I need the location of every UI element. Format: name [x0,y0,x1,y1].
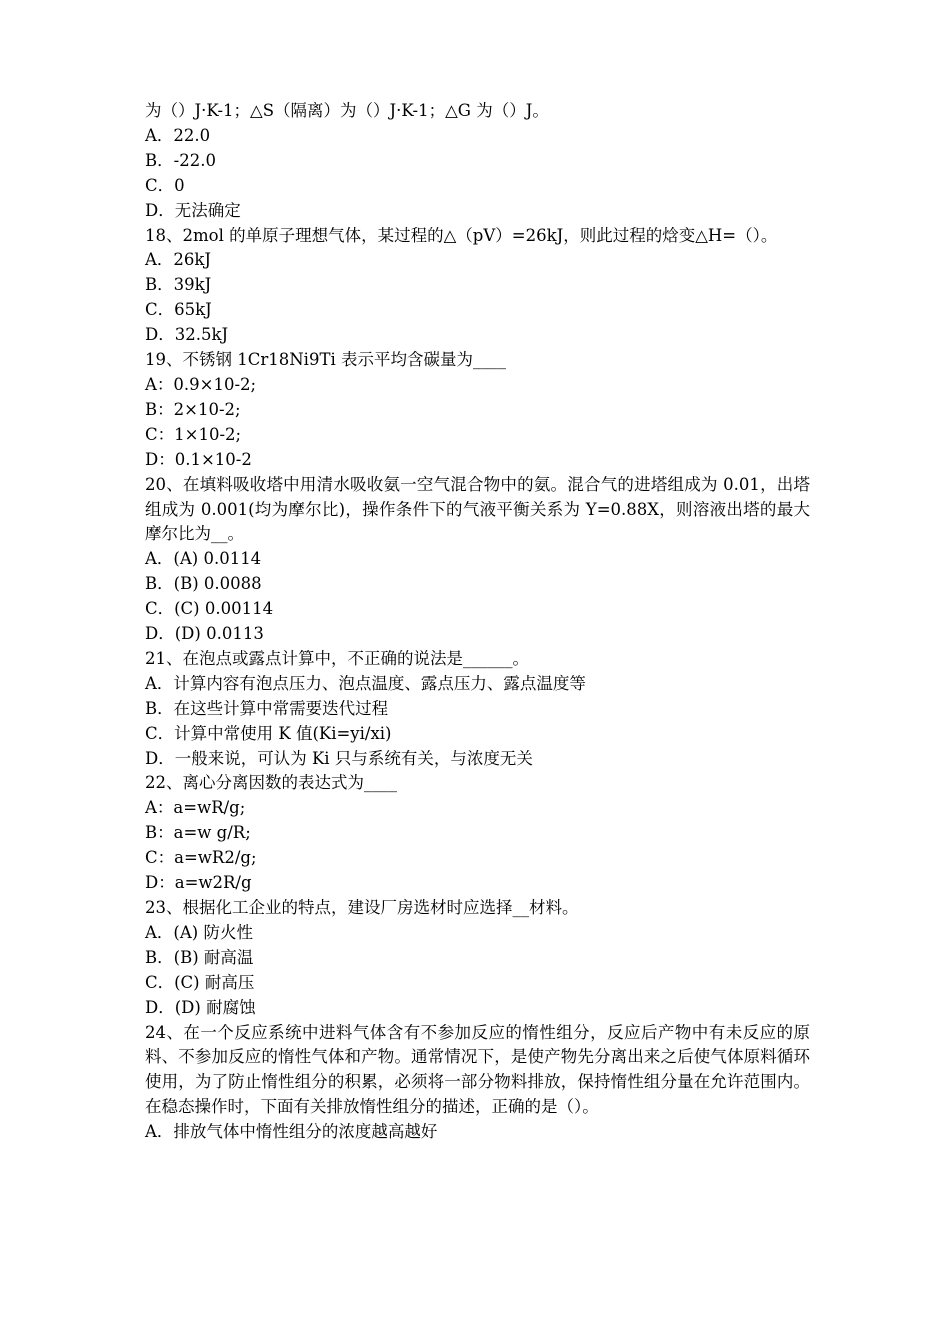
question-23: 23、根据化工企业的特点，建设厂房选材时应选择__材料。 [145,898,579,917]
option-d: D．(D) 0.0113 [145,624,264,644]
document-body [145,99,810,1145]
option-d: D：a=w2R/g [145,873,252,893]
question-19: 19、不锈钢 1Cr18Ni9Ti 表示平均含碳量为____ [145,350,506,370]
option-b: B．(B) 0.0088 [145,574,262,594]
option-d: D：0.1×10-2 [145,449,252,469]
option-b: B．(B) 耐高温 [145,947,254,967]
question-24: 24、在一个反应系统中进料气体含有不参加反应的惰性组分，反应后产物中有未反应的原料、不参加反应的惰性气体和产物。通常情况下，是使产物先分离出来之后使气体原料循环使用，为了防止惰性组分的积累，必须将一部分物料排放，保持惰性组分量在允许范围内。在稳态操作时，下面有关排放惰性组分的描述，正确的是（）。 [145,1022,810,1117]
option-b: B：2×10-2; [145,399,241,419]
option-c: C．(C) 耐高压 [145,972,255,992]
question-22: 22、离心分离因数的表达式为____ [145,773,397,793]
question-20: 20、在填料吸收塔中用清水吸收氨一空气混合物中的氨。混合气的进塔组成为 0.01，出塔组成为 0.001(均为摩尔比)，操作条件下的气液平衡关系为 Y=0.88X，则溶液出塔的最大摩尔比为__。 [145,474,810,544]
option-d: D．无法确定 [145,200,241,220]
option-c: C．65kJ [145,300,212,320]
option-c: C：a=wR2/g; [145,848,257,868]
option-a: A．计算内容有泡点压力、泡点温度、露点压力、露点温度等 [145,673,586,693]
text-line: 为（）J·K-1；△S（隔离）为（）J·K-1；△G 为（）J。 [145,101,549,120]
option-b: B．在这些计算中常需要迭代过程 [145,698,389,718]
question-21: 21、在泡点或露点计算中，不正确的说法是______。 [145,648,529,668]
option-b: B：a=w g/R; [145,823,251,843]
option-c: C．0 [145,175,185,195]
question-18: 18、2mol 的单原子理想气体，某过程的△（pV）=26kJ，则此过程的焓变△H=（）。 [145,225,778,245]
option-c: C：1×10-2; [145,424,242,444]
option-a: A．排放气体中惰性组分的浓度越高越好 [145,1122,438,1142]
option-c: C．(C) 0.00114 [145,599,274,619]
option-d: D．(D) 耐腐蚀 [145,997,256,1017]
option-d: D．32.5kJ [145,325,229,345]
option-a: A：0.9×10-2; [145,374,257,394]
option-a: A．(A) 防火性 [145,922,253,942]
option-c: C．计算中常使用 K 值(Ki=yi/xi) [145,723,392,743]
option-a: A：a=wR/g; [145,798,246,818]
option-b: B．39kJ [145,275,212,295]
option-a: A．26kJ [145,250,212,270]
option-b: B．-22.0 [145,150,216,170]
option-a: A．(A) 0.0114 [145,549,262,569]
option-a: A．22.0 [145,125,211,145]
option-d: D．一般来说，可认为 Ki 只与系统有关，与浓度无关 [145,748,533,768]
